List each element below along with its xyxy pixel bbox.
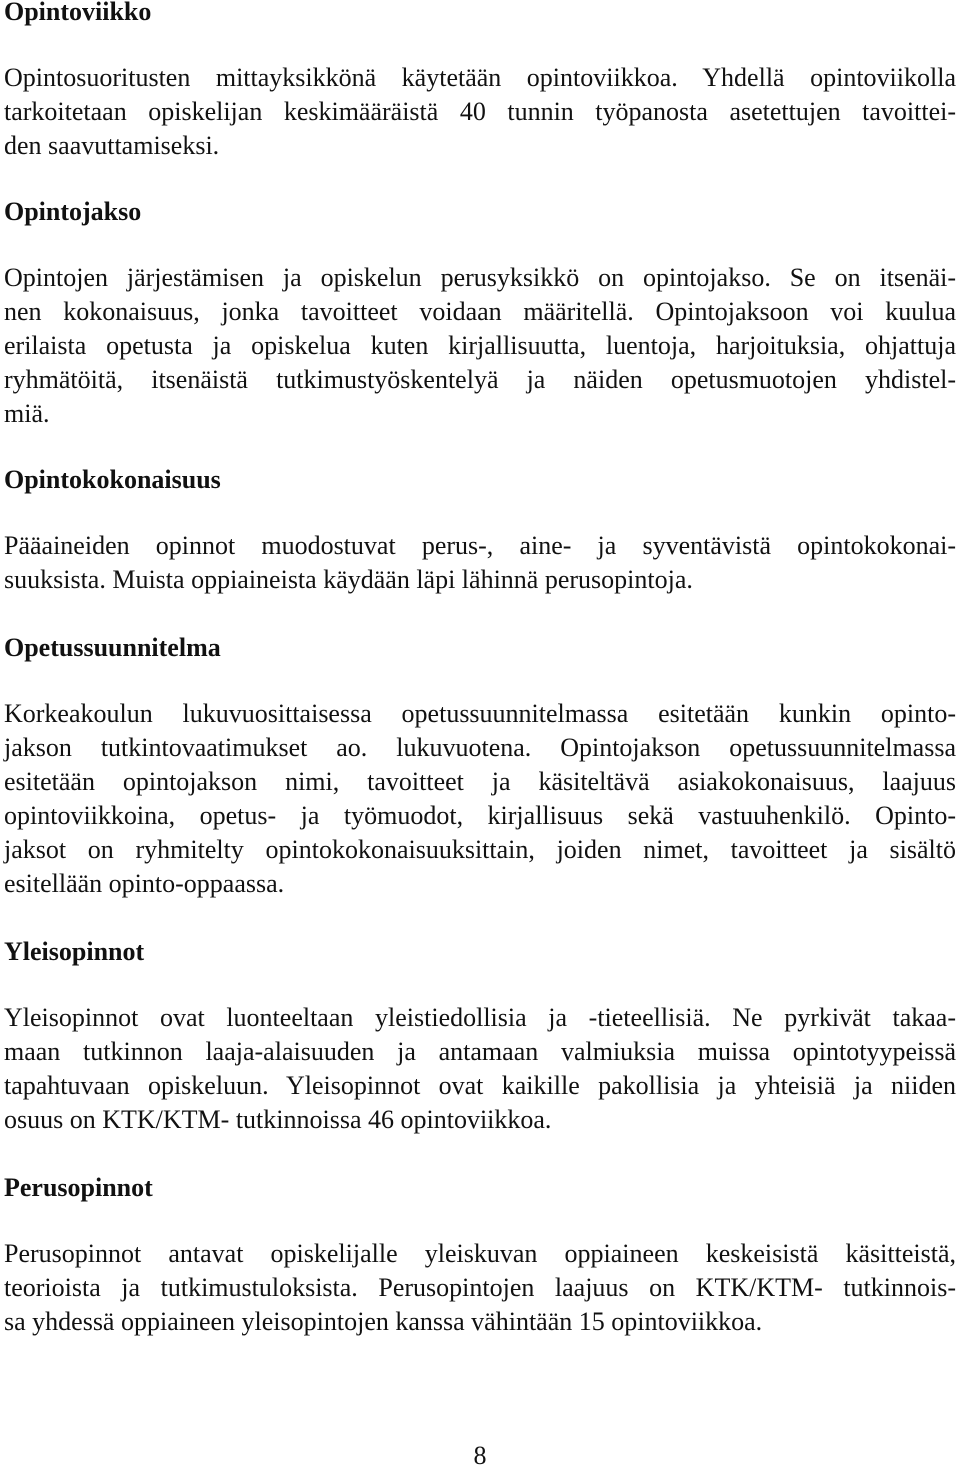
paragraph-line: Opintojen järjestämisen ja opiskelun perusyksikkö on opintojakso. Se on itsenäi- xyxy=(4,263,956,292)
paragraph-line: jaksot on ryhmitelty opintokokonaisuuksittain, joiden nimet, tavoitteet ja sisältö xyxy=(4,835,956,864)
section-heading: Yleisopinnot xyxy=(4,937,145,966)
paragraph-line: maan tutkinnon laaja-alaisuuden ja antamaan valmiuksia muissa opintotyypeissä xyxy=(4,1037,956,1066)
section-heading: Opintojakso xyxy=(4,197,142,226)
paragraph-line: opintoviikkoina, opetus- ja työmuodot, kirjallisuus sekä vastuuhenkilö. Opinto- xyxy=(4,801,956,830)
paragraph-line: esitellään opinto-oppaassa. xyxy=(4,869,285,898)
page-number: 8 xyxy=(473,1441,487,1470)
paragraph-line: Korkeakoulun lukuvuosittaisessa opetussuunnitelmassa esitetään kunkin opinto- xyxy=(4,699,956,728)
paragraph-line: tapahtuvaan opiskeluun. Yleisopinnot ovat kaikille pakollisia ja yhteisiä ja niiden xyxy=(4,1071,956,1100)
paragraph-line: sa yhdessä oppiaineen yleisopintojen kanssa vähintään 15 opintoviikkoa. xyxy=(4,1307,763,1336)
paragraph-line: ryhmätöitä, itsenäistä tutkimustyöskentelyä ja näiden opetusmuotojen yhdistel- xyxy=(4,365,956,394)
section-heading: Opetussuunnitelma xyxy=(4,633,221,662)
paragraph-line: Pääaineiden opinnot muodostuvat perus-, aine- ja syventävistä opintokokonai- xyxy=(4,531,956,560)
paragraph-line: suuksista. Muista oppiaineista käydään läpi lähinnä perusopintoja. xyxy=(4,565,693,594)
paragraph-line: Perusopinnot antavat opiskelijalle yleiskuvan oppiaineen keskeisistä käsitteistä, xyxy=(4,1239,956,1268)
paragraph-line: osuus on KTK/KTM- tutkinnoissa 46 opintoviikkoa. xyxy=(4,1105,552,1134)
paragraph-line: erilaista opetusta ja opiskelua kuten kirjallisuutta, luentoja, harjoituksia, ohjattuja xyxy=(4,331,956,360)
section-heading: Perusopinnot xyxy=(4,1173,153,1202)
paragraph-line: teorioista ja tutkimustuloksista. Perusopintojen laajuus on KTK/KTM- tutkinnois- xyxy=(4,1273,956,1302)
section-heading: Opintoviikko xyxy=(4,0,152,26)
paragraph-line: esitetään opintojakson nimi, tavoitteet ja käsiteltävä asiakokonaisuus, laajuus xyxy=(4,767,956,796)
paragraph-line: miä. xyxy=(4,399,50,428)
section-heading: Opintokokonaisuus xyxy=(4,465,221,494)
paragraph-line: tarkoitetaan opiskelijan keskimääräistä 40 tunnin työpanosta asetettujen tavoittei- xyxy=(4,97,956,126)
paragraph-line: nen kokonaisuus, jonka tavoitteet voidaan määritellä. Opintojaksoon voi kuulua xyxy=(4,297,956,326)
paragraph-line: den saavuttamiseksi. xyxy=(4,131,220,160)
paragraph-line: Yleisopinnot ovat luonteeltaan yleistiedollisia ja -tieteellisiä. Ne pyrkivät takaa- xyxy=(4,1003,956,1032)
paragraph-line: Opintosuoritusten mittayksikkönä käytetään opintoviikkoa. Yhdellä opintoviikolla xyxy=(4,63,956,92)
paragraph-line: jakson tutkintovaatimukset ao. lukuvuotena. Opintojakson opetussuunnitelmassa xyxy=(4,733,956,762)
